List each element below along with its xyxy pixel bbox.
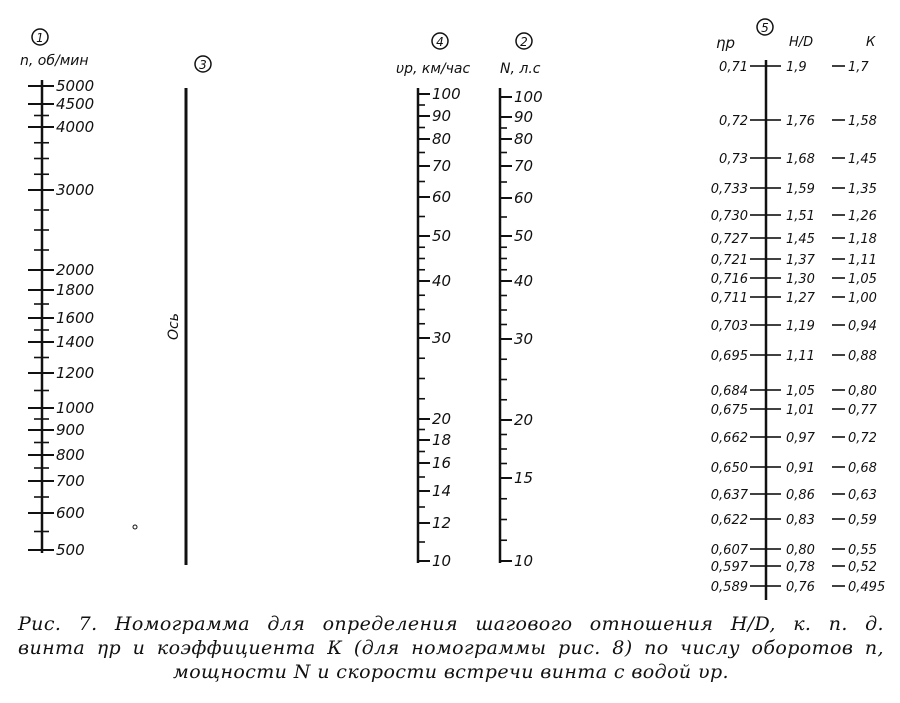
right-scale-number: 5	[761, 21, 769, 35]
N-scale-tick-label: 15	[514, 469, 534, 487]
n-scale-number: 1	[36, 31, 44, 45]
n-scale-tick-label: 4500	[56, 95, 95, 113]
hd-value: 1,51	[786, 209, 815, 224]
n-scale-tick-label: 900	[56, 421, 85, 439]
k-value: 0,72	[848, 431, 877, 446]
n-scale-tick-label: 1200	[56, 364, 95, 382]
k-value: 1,05	[848, 272, 877, 287]
eta-header: ηр	[716, 34, 736, 52]
N-scale-label: N, л.с	[500, 61, 541, 77]
vp-scale-tick-label: 14	[432, 482, 452, 500]
hd-value: 1,9	[786, 60, 807, 75]
n-scale-tick-label: 1800	[56, 281, 95, 299]
eta-value: 0,597	[710, 560, 748, 575]
hd-value: 1,59	[786, 182, 815, 197]
hd-value: 1,45	[786, 232, 815, 247]
k-value: 0,80	[848, 384, 877, 399]
eta-value: 0,622	[710, 513, 748, 528]
N-scale-tick-label: 100	[514, 88, 543, 106]
k-value: 0,55	[848, 543, 877, 558]
hd-value: 1,27	[786, 291, 815, 306]
N-scale	[500, 33, 543, 570]
vp-scale-tick-label: 50	[432, 227, 452, 245]
n-scale-tick-label: 1000	[56, 399, 95, 417]
eta-value: 0,662	[710, 431, 748, 446]
k-value: 0,68	[848, 461, 877, 476]
hd-value: 0,97	[786, 431, 815, 446]
right-scale-rows	[711, 60, 885, 595]
k-value: 0,88	[848, 349, 877, 364]
eta-value: 0,71	[719, 60, 748, 75]
hd-value: 0,80	[786, 543, 815, 558]
eta-value: 0,730	[710, 209, 748, 224]
vp-scale-tick-label: 30	[432, 329, 452, 347]
n-scale-tick-label: 5000	[56, 77, 95, 95]
vp-scale-tick-label: 60	[432, 188, 452, 206]
eta-value: 0,72	[719, 114, 748, 129]
n-scale-tick-label: 3000	[56, 181, 95, 199]
n-scale	[20, 29, 94, 559]
vp-scale-tick-label: 16	[432, 454, 452, 472]
axis-label: Ось	[166, 313, 182, 340]
k-value: 1,45	[848, 152, 877, 167]
n-scale-tick-label: 1600	[56, 309, 95, 327]
hd-value: 1,30	[786, 272, 815, 287]
N-scale-tick-label: 10	[514, 552, 534, 570]
vp-scale-tick-label: 18	[432, 431, 452, 449]
axis-scale	[166, 56, 211, 565]
N-scale-tick-label: 50	[514, 227, 534, 245]
k-value: 0,59	[848, 513, 877, 528]
eta-value: 0,73	[719, 152, 748, 167]
n-scale-tick-label: 4000	[56, 118, 95, 136]
n-scale-label: n, об/мин	[20, 53, 89, 69]
k-header: К	[866, 35, 876, 50]
n-scale-ticks	[28, 77, 94, 559]
N-scale-tick-label: 30	[514, 330, 534, 348]
hd-value: 1,01	[786, 403, 815, 418]
n-scale-tick-label: 1400	[56, 333, 95, 351]
vp-scale-tick-label: 40	[432, 272, 452, 290]
hd-header: H/D	[789, 35, 814, 50]
vp-scale-tick-label: 80	[432, 130, 452, 148]
hd-value: 0,83	[786, 513, 815, 528]
k-value: 0,63	[848, 488, 877, 503]
eta-value: 0,695	[710, 349, 748, 364]
eta-value: 0,721	[710, 253, 748, 268]
vp-scale	[396, 33, 470, 570]
vp-scale-tick-label: 70	[432, 157, 452, 175]
eta-value: 0,607	[710, 543, 748, 558]
vp-scale-tick-label: 12	[432, 514, 452, 532]
hd-value: 0,86	[786, 488, 815, 503]
figure-caption	[18, 612, 884, 684]
k-value: 1,11	[848, 253, 877, 268]
eta-value: 0,711	[710, 291, 748, 306]
hd-value: 1,68	[786, 152, 815, 167]
n-scale-tick-label: 2000	[56, 261, 95, 279]
N-scale-tick-label: 60	[514, 189, 534, 207]
vp-scale-tick-label: 100	[432, 85, 461, 103]
k-value: 1,7	[848, 60, 869, 75]
caption-line-1: Рис. 7. Номограмма для определения шагового отношения H/D, к. п. д.	[18, 613, 884, 635]
vp-scale-tick-label: 90	[432, 107, 452, 125]
N-scale-tick-label: 90	[514, 108, 534, 126]
hd-value: 0,76	[786, 580, 815, 595]
vp-scale-label: υp, км/час	[396, 61, 471, 77]
k-value: 1,35	[848, 182, 877, 197]
axis-number: 3	[199, 58, 207, 72]
eta-value: 0,650	[710, 461, 748, 476]
eta-value: 0,637	[710, 488, 748, 503]
n-scale-tick-label: 700	[56, 472, 85, 490]
hd-value: 1,76	[786, 114, 815, 129]
hd-value: 0,91	[786, 461, 815, 476]
k-value: 0,77	[848, 403, 877, 418]
n-scale-tick-label: 600	[56, 504, 85, 522]
n-scale-tick-label: 800	[56, 446, 85, 464]
speck-mark	[133, 525, 137, 529]
hd-value: 1,37	[786, 253, 815, 268]
n-scale-tick-label: 500	[56, 541, 85, 559]
eta-value: 0,716	[710, 272, 748, 287]
eta-value: 0,589	[710, 580, 748, 595]
N-scale-tick-label: 20	[514, 411, 534, 429]
k-value: 1,00	[848, 291, 877, 306]
hd-value: 0,78	[786, 560, 815, 575]
eta-value: 0,675	[710, 403, 748, 418]
k-value: 1,18	[848, 232, 877, 247]
N-scale-tick-label: 80	[514, 130, 534, 148]
k-value: 0,94	[848, 319, 877, 334]
vp-scale-tick-label: 10	[432, 552, 452, 570]
eta-value: 0,684	[710, 384, 748, 399]
k-value: 1,26	[848, 209, 877, 224]
caption-line-2: винта ηр и коэффициента К (для номограммы рис. 8) по числу оборотов n,	[18, 637, 884, 659]
k-value: 1,58	[848, 114, 877, 129]
k-value: 0,52	[848, 560, 877, 575]
N-scale-ticks	[500, 88, 543, 570]
vp-scale-ticks	[418, 85, 461, 570]
hd-value: 1,19	[786, 319, 815, 334]
N-scale-tick-label: 40	[514, 272, 534, 290]
hd-value: 1,05	[786, 384, 815, 399]
vp-scale-number: 4	[436, 35, 444, 49]
vp-scale-tick-label: 20	[432, 410, 452, 428]
N-scale-tick-label: 70	[514, 157, 534, 175]
N-scale-number: 2	[520, 35, 528, 49]
eta-value: 0,727	[710, 232, 748, 247]
hd-value: 1,11	[786, 349, 815, 364]
right-scale	[711, 19, 885, 600]
eta-value: 0,703	[710, 319, 748, 334]
k-value: 0,495	[848, 580, 886, 595]
eta-value: 0,733	[710, 182, 748, 197]
caption-line-3: мощности N и скорости встречи винта с водой υр.	[173, 661, 729, 683]
